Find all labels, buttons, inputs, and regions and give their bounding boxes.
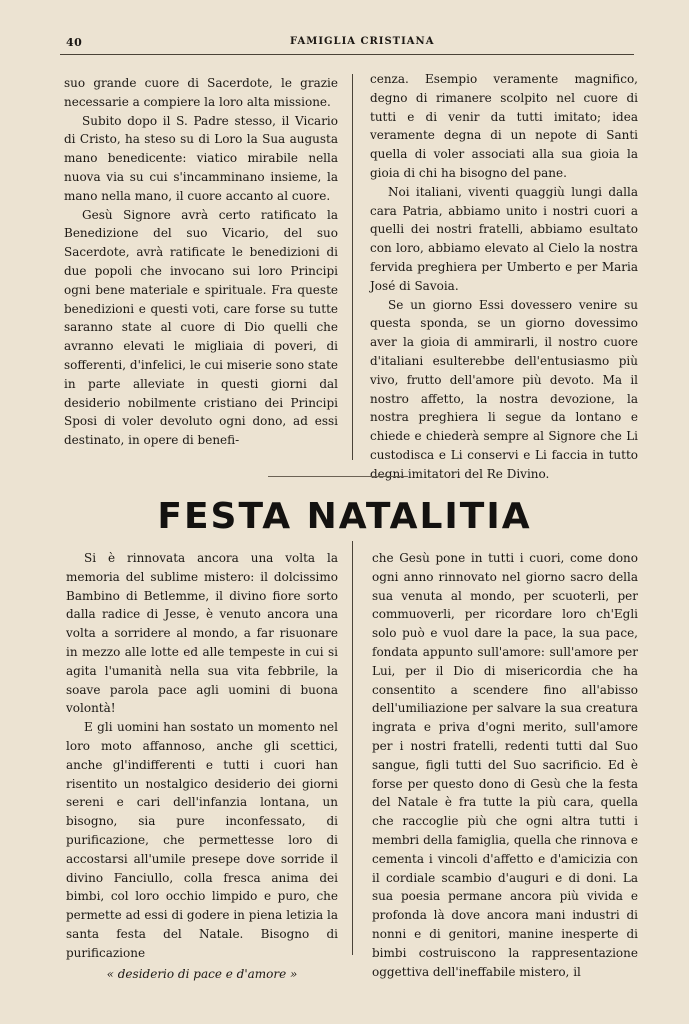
top-article-column-1 [64,74,338,450]
top-article-column-2 [370,70,638,484]
paragraph: Si è rinnovata ancora una volta la memoria del sublime mistero: il dolcissimo Bambino di Betlemme, il divino fiore sorto dalla radice di Jesse, è venuto ancora una volta a sorridere al mondo, a far risuonare in mezzo alle lotte ed alle tempeste in cui si agita l'umanità nella sua vita febbrile, la soave parola pace agli uomini di buona volontà! [66,551,338,716]
section-divider [268,476,408,477]
pull-quote: « desiderio di pace e d'amore » [106,966,298,981]
paragraph: che Gesù pone in tutti i cuori, come dono ogni anno rinnovato nel giorno sacro della sua venuta al mondo, per scuoterli, per commuoverli, per ricordare loro ch'Egli solo può e vuol dare la pace, la sua pace, fondata appunto sull'amore: sull'amore per Lui, per il Dio di misericordia che ha consentito a scendere fino all'abisso dell'umiliazione per salvare la sua creatura ingrata e priva d'ogni merito, sull'amore per i nostri fratelli, redenti tutti dal Suo sangue, figli tutti del Suo sacrificio. Ed è forse per questo dono di Gesù che la festa del Natale è fra tutte la più cara, quella che raccoglie più che ogni altra tutti i membri della famiglia, quella che rinnova e cementa i vincoli d'affetto e d'amicizia con il cordiale scambio d'auguri e di doni. La sua poesia permane ancora più vivida e profonda là dove ancora mani industri di nonni e di genitori, manine inesperte di bimbi costruiscono la rappresentazione oggettiva dell'ineffabile mistero, il [372,551,638,979]
column-divider [352,74,353,460]
paragraph: Subito dopo il S. Padre stesso, il Vicario di Cristo, ha steso su di Loro la Sua augusta mano benedicente: viatico mirabile nella nuova via su cui s'incamminano insieme, la mano nella mano, il cuore accanto al cuore. [64,113,338,203]
paragraph: E gli uomini han sostato un momento nel loro moto affannoso, anche gli scettici, anche gl'indifferenti e tutti i cuori han risentito un nostalgico desiderio dei giorni sereni e cari dell'infanzia lontana, un bisogno, sia pure inconfessato, di purificazione, che permettesse loro di accostarsi all'umile presepe dove sorride il divino Fanciullo, colla fresca anima dei bimbi, col loro occhio limpido e puro, che permette ad essi di godere in piena letizia la santa festa del Natale. Bisogno di purificazione [66,720,338,960]
paragraph: cenza. Esempio veramente magnifico, degno di rimanere scolpito nel cuore di tutti e di venir da tutti imitato; idea veramente degna di un nepote di Santi quella di voler associati alla sua gioia la gioia di chi ha bisogno del pane. [370,72,638,180]
page-number: 40 [66,36,83,49]
feature-column-2 [372,549,638,981]
paragraph: suo grande cuore di Sacerdote, le grazie necessarie a compiere la loro alta missione. [64,76,338,109]
paragraph: Noi italiani, viventi quaggiù lungi dalla cara Patria, abbiamo unito i nostri cuori a quelli dei nostri fratelli, abbiamo esultato con loro, abbiamo elevato al Cielo la nostra fervida preghiera per Umberto e per Maria José di Savoia. [370,184,638,293]
feature-column-1 [66,549,338,983]
article-headline: FESTA NATALITIA [157,496,532,537]
paragraph: Gesù Signore avrà certo ratificato la Benedizione del suo Vicario, del suo Sacerdote, avrà ratificate le benedizioni di due popoli che invocano sui loro Principi ogni bene materiale e spirituale. Fra queste benedizioni e questi voti, care forse su tutte saranno state al cuore di Dio quelli che avranno elevati le migliaia di poveri, di sofferenti, d'infelici, le cui miserie sono state in parte alleviate in questi giorni dal desiderio nobilmente cristiano dei Principi Sposi di voler devoluto ogni dono, ad essi destinato, in opere di benefi- [64,207,338,448]
magazine-title: FAMIGLIA CRISTIANA [290,36,435,47]
header-rule [60,54,634,55]
column-divider [352,541,353,955]
paragraph: Se un giorno Essi dovessero venire su questa sponda, se un giorno dovessimo aver la gioia di ammirarli, il nostro cuore d'italiani esulterebbe dell'entusiasmo più vivo, frutto dell'amore più devoto. Ma il nostro affetto, la nostra devozione, la nostra preghiera li segue da lontano e chiede e chiederà sempre al Signore che Li custodisca e Li conservi e Li faccia in tutto degni imitatori del Re Divino. [370,297,638,481]
